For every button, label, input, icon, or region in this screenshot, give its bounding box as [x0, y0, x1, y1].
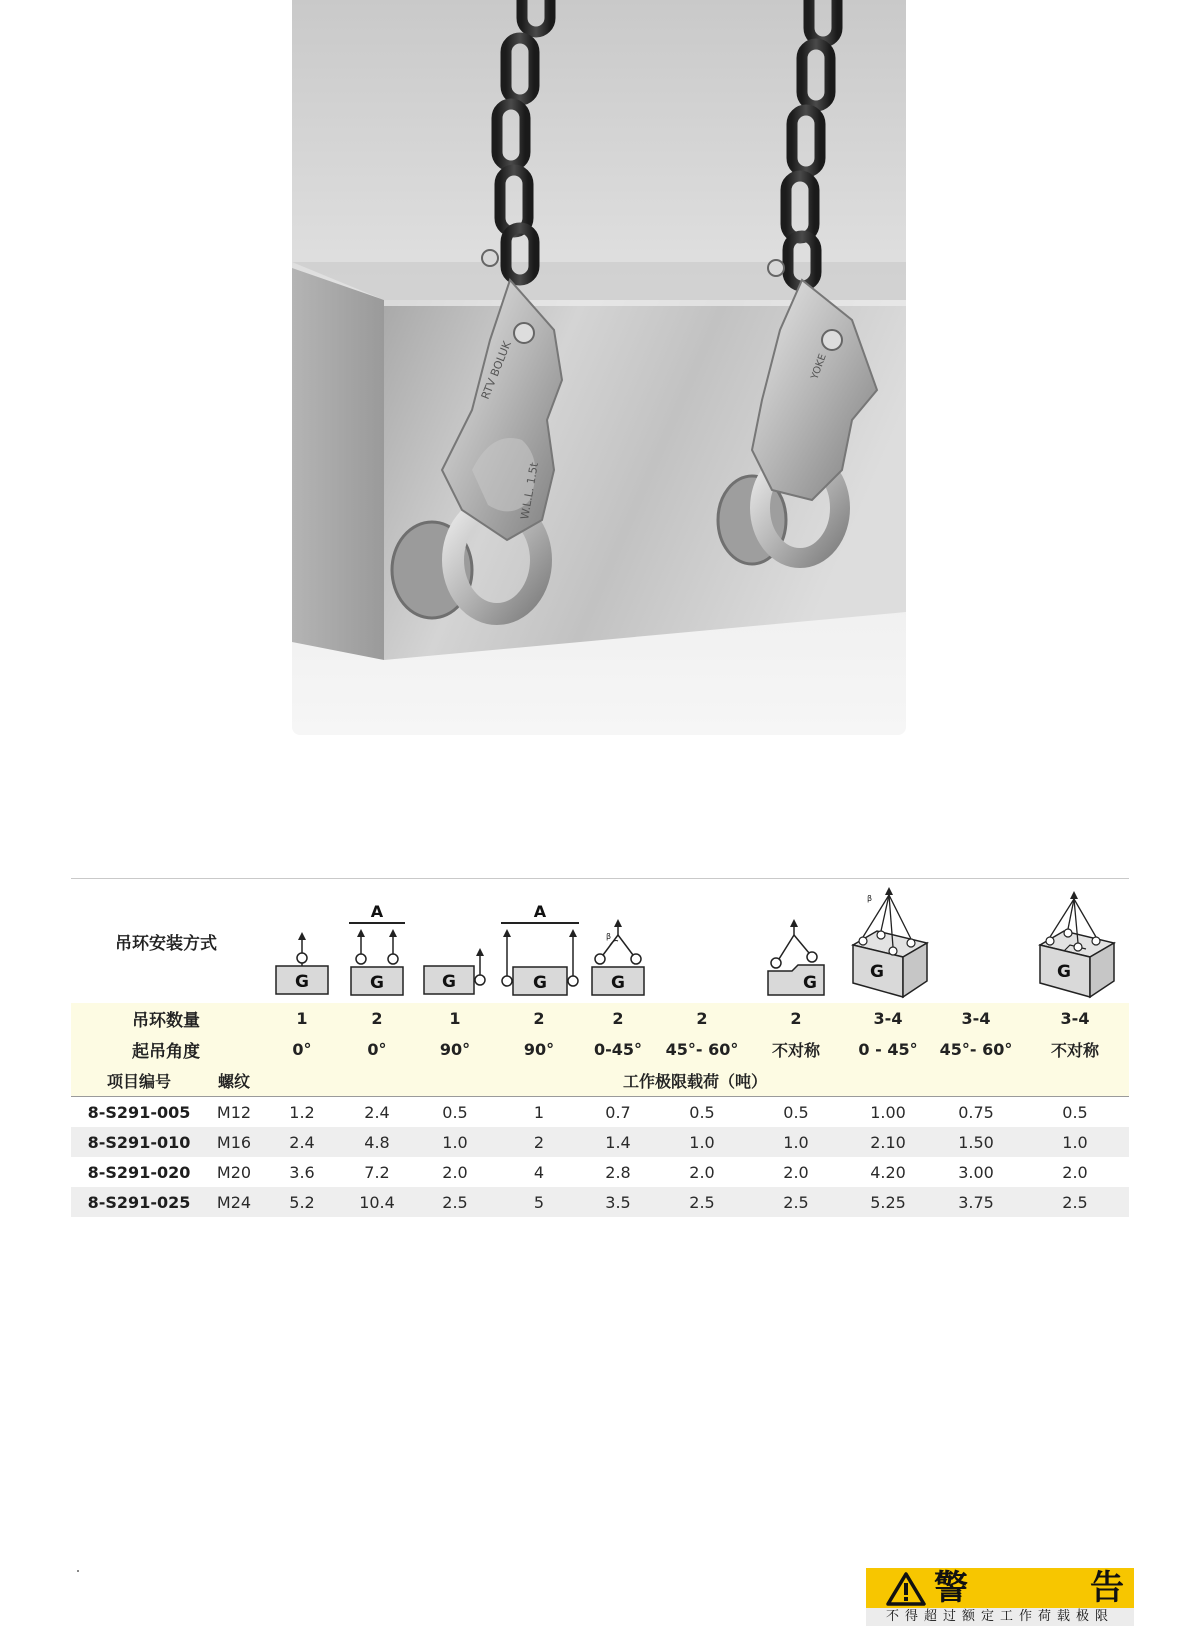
load-cell: 3.5 — [579, 1187, 657, 1217]
two-leg-asymmetric-lift-icon — [747, 879, 845, 1003]
load-cell: 1.0 — [747, 1127, 845, 1157]
thread-size: M12 — [216, 1102, 252, 1122]
svg-text:G: G — [870, 962, 884, 982]
left-hook-engraving: RTV BOLUK — [478, 339, 514, 402]
load-cell: 2.5 — [1021, 1187, 1129, 1217]
load-cell: 1.50 — [931, 1127, 1021, 1157]
load-cell: 2 — [499, 1127, 579, 1157]
svg-text:β: β — [867, 894, 873, 903]
angle-cell: 0 - 45° — [845, 1034, 931, 1065]
load-cell: 0.75 — [958, 1102, 994, 1122]
svg-text:G: G — [1057, 962, 1071, 982]
item-code: 8-S291-010 — [71, 1127, 207, 1157]
thread-size: M16 — [207, 1127, 261, 1157]
angle-row — [71, 1034, 1129, 1065]
load-cell: 0.7 — [605, 1102, 631, 1122]
load-cell: 2.5 — [747, 1187, 845, 1217]
load-cell: 2.5 — [657, 1187, 747, 1217]
load-cell: 4.8 — [343, 1127, 411, 1157]
single-side-lift-icon — [411, 879, 499, 1003]
warning-word-1: 警 — [934, 1568, 968, 1608]
load-cell: 0.5 — [689, 1102, 715, 1122]
table-row — [71, 1157, 1129, 1187]
load-cell: 2.10 — [845, 1127, 931, 1157]
load-cell: 2.0 — [783, 1162, 809, 1182]
code-header: 项目编号 — [71, 1065, 207, 1097]
svg-text:G: G — [803, 973, 817, 993]
thread-size: M24 — [207, 1187, 261, 1217]
load-cell: 5 — [499, 1187, 579, 1217]
load-cell: 2.5 — [411, 1187, 499, 1217]
four-leg-box-lift-icon — [845, 879, 931, 1003]
quantity-cell: 3-4 — [1021, 1003, 1129, 1034]
left-hook-shank-engraving: W.L.L. 1.5t — [518, 461, 541, 521]
thread-header: 螺纹 — [207, 1065, 261, 1097]
quantity-cell: 2 — [579, 1003, 657, 1034]
load-cell: 1.0 — [411, 1127, 499, 1157]
load-cell: 1.0 — [657, 1127, 747, 1157]
angle-cell: 不对称 — [747, 1034, 845, 1065]
table-row — [71, 1127, 1129, 1157]
angle-cell: 0° — [261, 1034, 343, 1065]
item-code: 8-S291-005 — [87, 1102, 191, 1122]
double-side-lift-icon — [499, 879, 579, 1003]
quantity-cell: 2 — [499, 1003, 579, 1034]
svg-text:G: G — [611, 973, 625, 993]
load-cell: 3.6 — [289, 1162, 315, 1182]
load-cell: 2.4 — [364, 1102, 390, 1122]
warning-label — [866, 1568, 1134, 1626]
table-row — [71, 1097, 1129, 1128]
load-cell: 0.5 — [442, 1102, 468, 1122]
load-cell: 1.00 — [870, 1102, 906, 1122]
load-cell: 2.0 — [442, 1162, 468, 1182]
load-cell: 4.20 — [870, 1162, 906, 1182]
load-cell: 3.00 — [958, 1162, 994, 1182]
quantity-cell: 2 — [343, 1003, 411, 1034]
svg-text:A: A — [533, 903, 547, 921]
angle-cell: 45°- 60° — [657, 1034, 747, 1065]
svg-text:G: G — [442, 972, 456, 992]
load-cell: 1.2 — [289, 1102, 315, 1122]
quantity-cell: 1 — [411, 1003, 499, 1034]
svg-text:G: G — [370, 973, 384, 993]
load-cell: 5.2 — [261, 1187, 343, 1217]
four-leg-box-lift-icon — [931, 879, 1021, 1003]
angle-label: 起吊角度 — [71, 1034, 261, 1065]
svg-text:G: G — [295, 972, 309, 992]
quantity-cell: 3-4 — [845, 1003, 931, 1034]
quantity-row — [71, 1003, 1129, 1034]
load-header: 工作极限载荷（吨） — [261, 1065, 1129, 1097]
load-cell: 0.5 — [783, 1102, 809, 1122]
load-cell: 2.4 — [261, 1127, 343, 1157]
page-mark — [77, 1570, 79, 1572]
load-cell: 2.8 — [605, 1162, 631, 1182]
angle-cell: 90° — [411, 1034, 499, 1065]
warning-banner — [866, 1568, 1134, 1608]
right-hook-engraving: YOKE — [809, 352, 829, 382]
quantity-label: 吊环数量 — [71, 1003, 261, 1034]
quantity-cell: 3-4 — [931, 1003, 1021, 1034]
load-cell: 4 — [533, 1162, 545, 1182]
install-method-label: 吊环安装方式 — [115, 933, 217, 954]
double-vertical-lift-icon — [343, 879, 411, 1003]
load-cell: 1.0 — [1021, 1127, 1129, 1157]
svg-text:G: G — [533, 973, 547, 993]
two-leg-angle-lift-icon — [657, 879, 747, 1003]
angle-cell: 45°- 60° — [931, 1034, 1021, 1065]
column-header-row — [71, 1065, 1129, 1097]
warning-subtitle: 不得超过额定工作荷载极限 — [866, 1608, 1134, 1626]
item-code: 8-S291-025 — [71, 1187, 207, 1217]
svg-text:A: A — [370, 903, 384, 921]
thread-size: M20 — [216, 1162, 252, 1182]
table-row — [71, 1187, 1129, 1217]
single-vertical-lift-icon — [261, 879, 343, 1003]
quantity-cell: 1 — [261, 1003, 343, 1034]
load-cell: 5.25 — [845, 1187, 931, 1217]
product-photo — [292, 0, 906, 735]
angle-cell: 90° — [499, 1034, 579, 1065]
load-cell: 3.75 — [931, 1187, 1021, 1217]
load-cell: 0.5 — [1062, 1102, 1088, 1122]
angle-cell: 0° — [343, 1034, 411, 1065]
load-cell: 2.0 — [1062, 1162, 1088, 1182]
quantity-cell: 2 — [747, 1003, 845, 1034]
install-method-row — [71, 879, 1129, 1003]
four-leg-asymmetric-box-lift-icon — [1021, 879, 1129, 1003]
load-cell: 2.0 — [689, 1162, 715, 1182]
load-cell: 10.4 — [343, 1187, 411, 1217]
angle-cell: 不对称 — [1021, 1034, 1129, 1065]
two-leg-angle-lift-icon — [579, 879, 657, 1003]
warning-word-2: 告 — [1090, 1568, 1124, 1608]
angle-cell: 0-45° — [579, 1034, 657, 1065]
svg-text:β: β — [606, 932, 612, 941]
item-code: 8-S291-020 — [87, 1162, 191, 1182]
load-cell: 1 — [533, 1102, 545, 1122]
load-cell: 7.2 — [364, 1162, 390, 1182]
load-spec-table — [71, 879, 1129, 1217]
warning-triangle-icon — [886, 1572, 926, 1606]
load-cell: 1.4 — [579, 1127, 657, 1157]
quantity-cell: 2 — [657, 1003, 747, 1034]
